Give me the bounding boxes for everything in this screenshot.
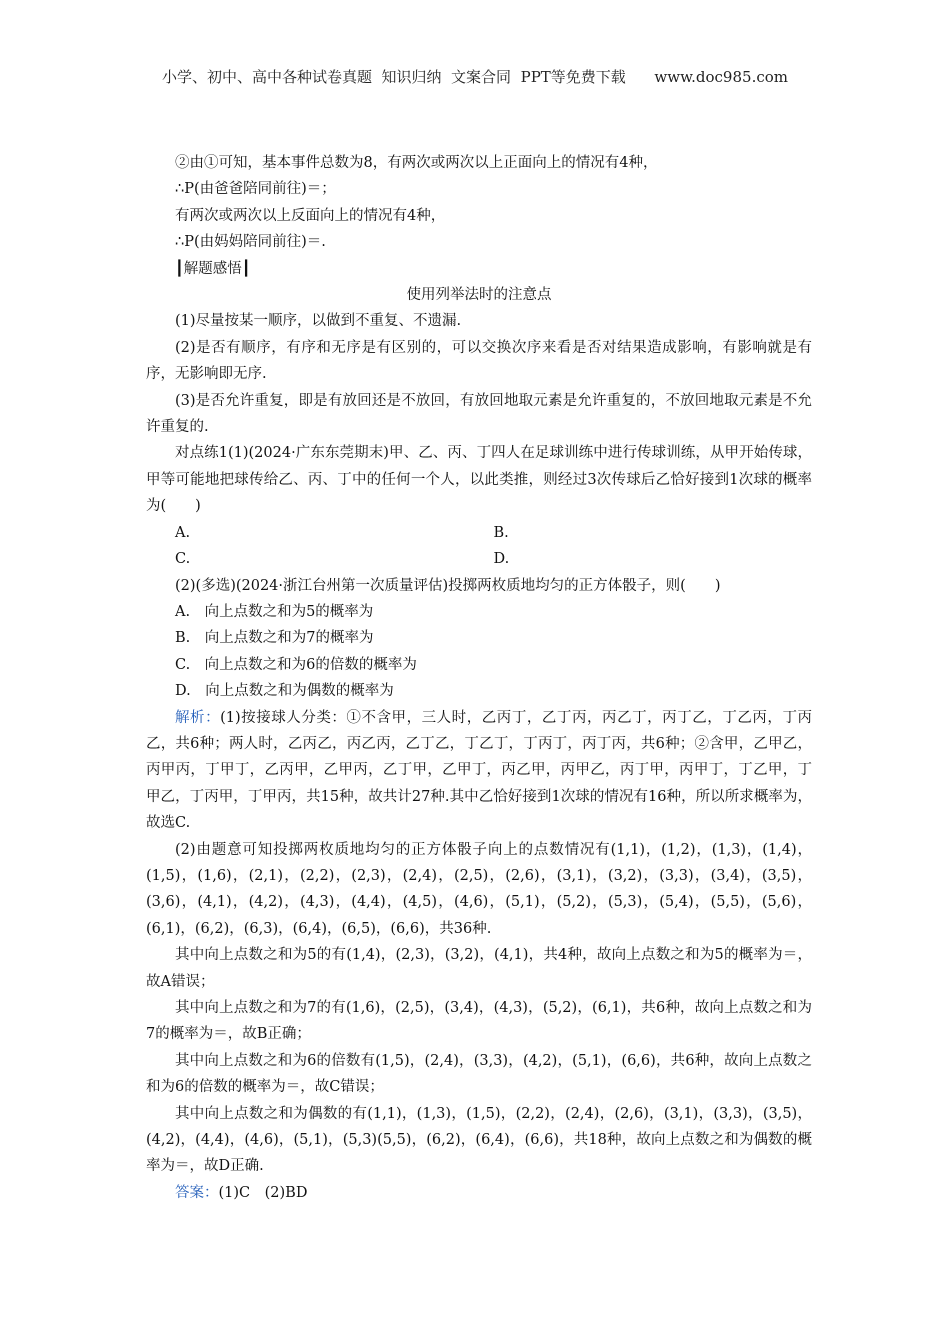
document-body bbox=[146, 150, 812, 1206]
section-label: ┃解题感悟┃ bbox=[175, 260, 251, 277]
solution-5: 其中向上点数之和为6的倍数有(1,5)，(2,4)，(3,3)，(4,2)，(5,1)，(6,6)，共6种，故向上点数之和为6的倍数的概率为＝，故C错误； bbox=[146, 1052, 812, 1096]
solution-6: 其中向上点数之和为偶数的有(1,1)，(1,3)，(1,5)，(2,2)，(2,4)，(2,6)，(3,1)，(3,3)，(3,5)，(4,2)，(4,4)，(4,6)，(5,1)，(5,3)(5,5)，(6,2)，(6,4)，(6,6)，共18种，故向上点数之和为偶数的概率为＝，故D正确. bbox=[146, 1105, 812, 1175]
solution-2: (2)由题意可知投掷两枚质地均匀的正方体骰子向上的点数情况有(1,1)，(1,2)，(1,3)，(1,4)，(1,5)，(1,6)，(2,1)，(2,2)，(2,3)，(2,4)，(2,5)，(2,6)，(3,1)，(3,2)，(3,3)，(3,4)，(3,5)，(3,6)，(4,1)，(4,2)，(4,3)，(4,4)，(4,5)，(4,6)，(5,1)，(5,2)，(5,3)，(5,4)，(5,5)，(5,6)，(6,1)，(6,2)，(6,3)，(6,4)，(6,5)，(6,6)，共36种. bbox=[146, 841, 812, 937]
option-d: D. bbox=[493, 551, 510, 568]
line-1: ②由①可知，基本事件总数为8，有两次或两次以上正面向上的情况有4种， bbox=[175, 155, 658, 171]
line-2: ∴P(由爸爸陪同前往)＝； bbox=[175, 181, 336, 198]
line-3: 有两次或两次以上反面向上的情况有4种， bbox=[175, 207, 446, 224]
option-a: A. bbox=[175, 524, 191, 541]
note-3: (3)是否允许重复，即是有放回还是不放回，有放回地取元素是允许重复的，不放回地取元素是不允许重复的. bbox=[146, 392, 812, 436]
solution-1-text: (1)按接球人分类：①不含甲，三人时，乙丙丁，乙丁丙，丙乙丁，丙丁乙，丁乙丙，丁丙乙，共6种；两人时，乙丙乙，丙乙丙，乙丁乙，丁乙丁，丁丙丁，丙丁丙，共6种；②含甲，乙甲乙，丙甲丙，丁甲丁，乙丙甲，乙甲丙，乙丁甲，乙甲丁，丙乙甲，丙甲乙，丙丁甲，丙甲丁，丁乙甲，丁甲乙，丁丙甲，丁甲丙，共15种，故共计27种.其中乙恰好接到1次球的情况有16种，所以所求概率为，故选C. bbox=[146, 709, 812, 832]
question-2-option-b: B. 向上点数之和为7的概率为 bbox=[175, 630, 374, 647]
note-2: (2)是否有顺序，有序和无序是有区别的，可以交换次序来看是否对结果造成影响，有影响就是有序，无影响即无序. bbox=[146, 339, 812, 383]
answer-text: (1)C (2)BD bbox=[218, 1184, 308, 1201]
options-row-1 bbox=[146, 520, 812, 546]
question-2-option-c: C. 向上点数之和为6的倍数的概率为 bbox=[175, 656, 417, 673]
question-1: 对点练1(1)(2024·广东东莞期末)甲、乙、丙、丁四人在足球训练中进行传球训练，从甲开始传球，甲等可能地把球传给乙、丙、丁中的任何一个人，以此类推，则经过3次传球后乙恰好接到1次球的概率为( ) bbox=[146, 445, 812, 515]
solution-3: 其中向上点数之和为5的有(1,4)，(2,3)，(3,2)，(4,1)，共4种，故向上点数之和为5的概率为＝，故A错误； bbox=[146, 947, 812, 990]
page-header: 小学、初中、高中各种试卷真题 知识归纳 文案合同 PPT等免费下载 www.doc985.com bbox=[161, 68, 788, 86]
solution-1 bbox=[146, 705, 812, 837]
options-row-2 bbox=[146, 546, 812, 572]
section-title: 使用列举法时的注意点 bbox=[406, 287, 552, 304]
option-b: B. bbox=[493, 524, 509, 541]
answer-label: 答案： bbox=[175, 1184, 219, 1201]
question-2-option-d: D. 向上点数之和为偶数的概率为 bbox=[175, 683, 394, 700]
solution-4: 其中向上点数之和为7的有(1,6)，(2,5)，(3,4)，(4,3)，(5,2)，(6,1)，共6种，故向上点数之和为7的概率为＝，故B正确； bbox=[146, 1000, 812, 1043]
question-2: (2)(多选)(2024·浙江台州第一次质量评估)投掷两枚质地均匀的正方体骰子，则( ) bbox=[175, 577, 721, 594]
option-c: C. bbox=[175, 551, 191, 568]
solution-label: 解析： bbox=[175, 709, 221, 726]
note-1: (1)尽量按某一顺序，以做到不重复、不遗漏. bbox=[175, 313, 462, 330]
question-2-option-a: A. 向上点数之和为5的概率为 bbox=[175, 603, 374, 620]
line-4: ∴P(由妈妈陪同前往)＝. bbox=[175, 234, 326, 251]
answer bbox=[146, 1180, 812, 1206]
